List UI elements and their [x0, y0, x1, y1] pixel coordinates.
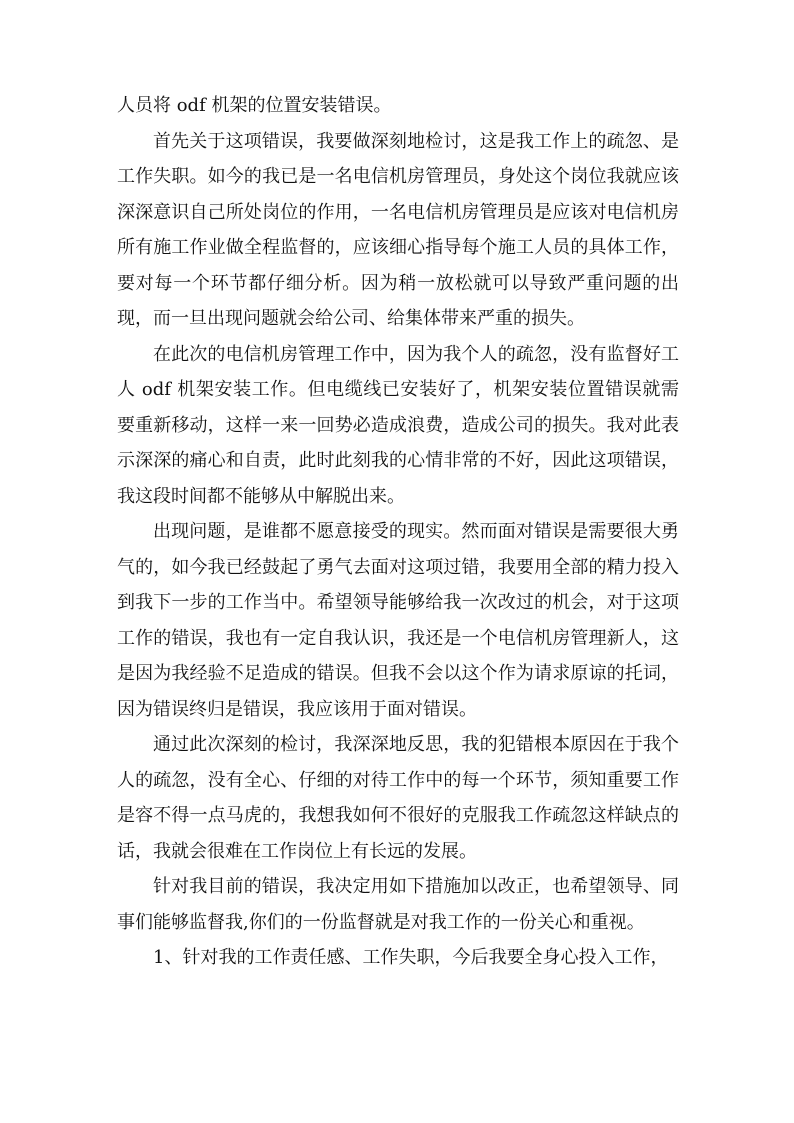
paragraph-continuation: 人员将 odf 机架的位置安装错误。 [117, 95, 392, 116]
paragraph-reflection: 通过此次深刻的检讨，我深深地反思，我的犯错根本原因在于我个人的疏忽，没有全心、仔细的对待工作中的每一个环节，须知重要工作是容不得一点马虎的，我想我如何不很好的克服我工作疏忽这样缺点的话，我就会很难在工作岗位上有长远的发展。 [117, 734, 679, 862]
paragraph-self-criticism: 首先关于这项错误，我要做深刻地检讨，这是我工作上的疏忽、是工作失职。如今的我已是一名电信机房管理员，身处这个岗位我就应该深深意识自己所处岗位的作用，一名电信机房管理员是应该对电信机房所有施工作业做全程监督的，应该细心指导每个施工人员的具体工作，要对每一个环节都仔细分析。因为稍一放松就可以导致严重问题的出现，而一旦出现问题就会给公司、给集体带来严重的损失。 [117, 130, 679, 329]
paragraph-measures-intro: 针对我目前的错误，我决定用如下措施加以改正，也希望领导、同事们能够监督我,你们的一份监督就是对我工作的一份关心和重视。 [117, 876, 679, 933]
paragraph-incident: 在此次的电信机房管理工作中，因为我个人的疏忽，没有监督好工人 odf 机架安装工作。但电缆线已安装好了，机架安装位置错误就需要重新移动，这样一来一回势必造成浪费，造成公司的损失。我对此表示深深的痛心和自责，此时此刻我的心情非常的不好，因此这项错误，我这段时间都不能够从中解脱出来。 [117, 343, 679, 507]
paragraph-measure-1: 1、针对我的工作责任感、工作失职，今后我要全身心投入工作， [153, 947, 669, 968]
paragraph-courage: 出现问题，是谁都不愿意接受的现实。然而面对错误是需要很大勇气的，如今我已经鼓起了勇气去面对这项过错，我要用全部的精力投入到我下一步的工作当中。希望领导能够给我一次改过的机会，对于这项工作的错误，我也有一定自我认识，我还是一个电信机房管理新人，这是因为我经验不足造成的错误。但我不会以这个作为请求原谅的托词，因为错误终归是错误，我应该用于面对错误。 [117, 521, 679, 720]
document-body [117, 88, 679, 976]
